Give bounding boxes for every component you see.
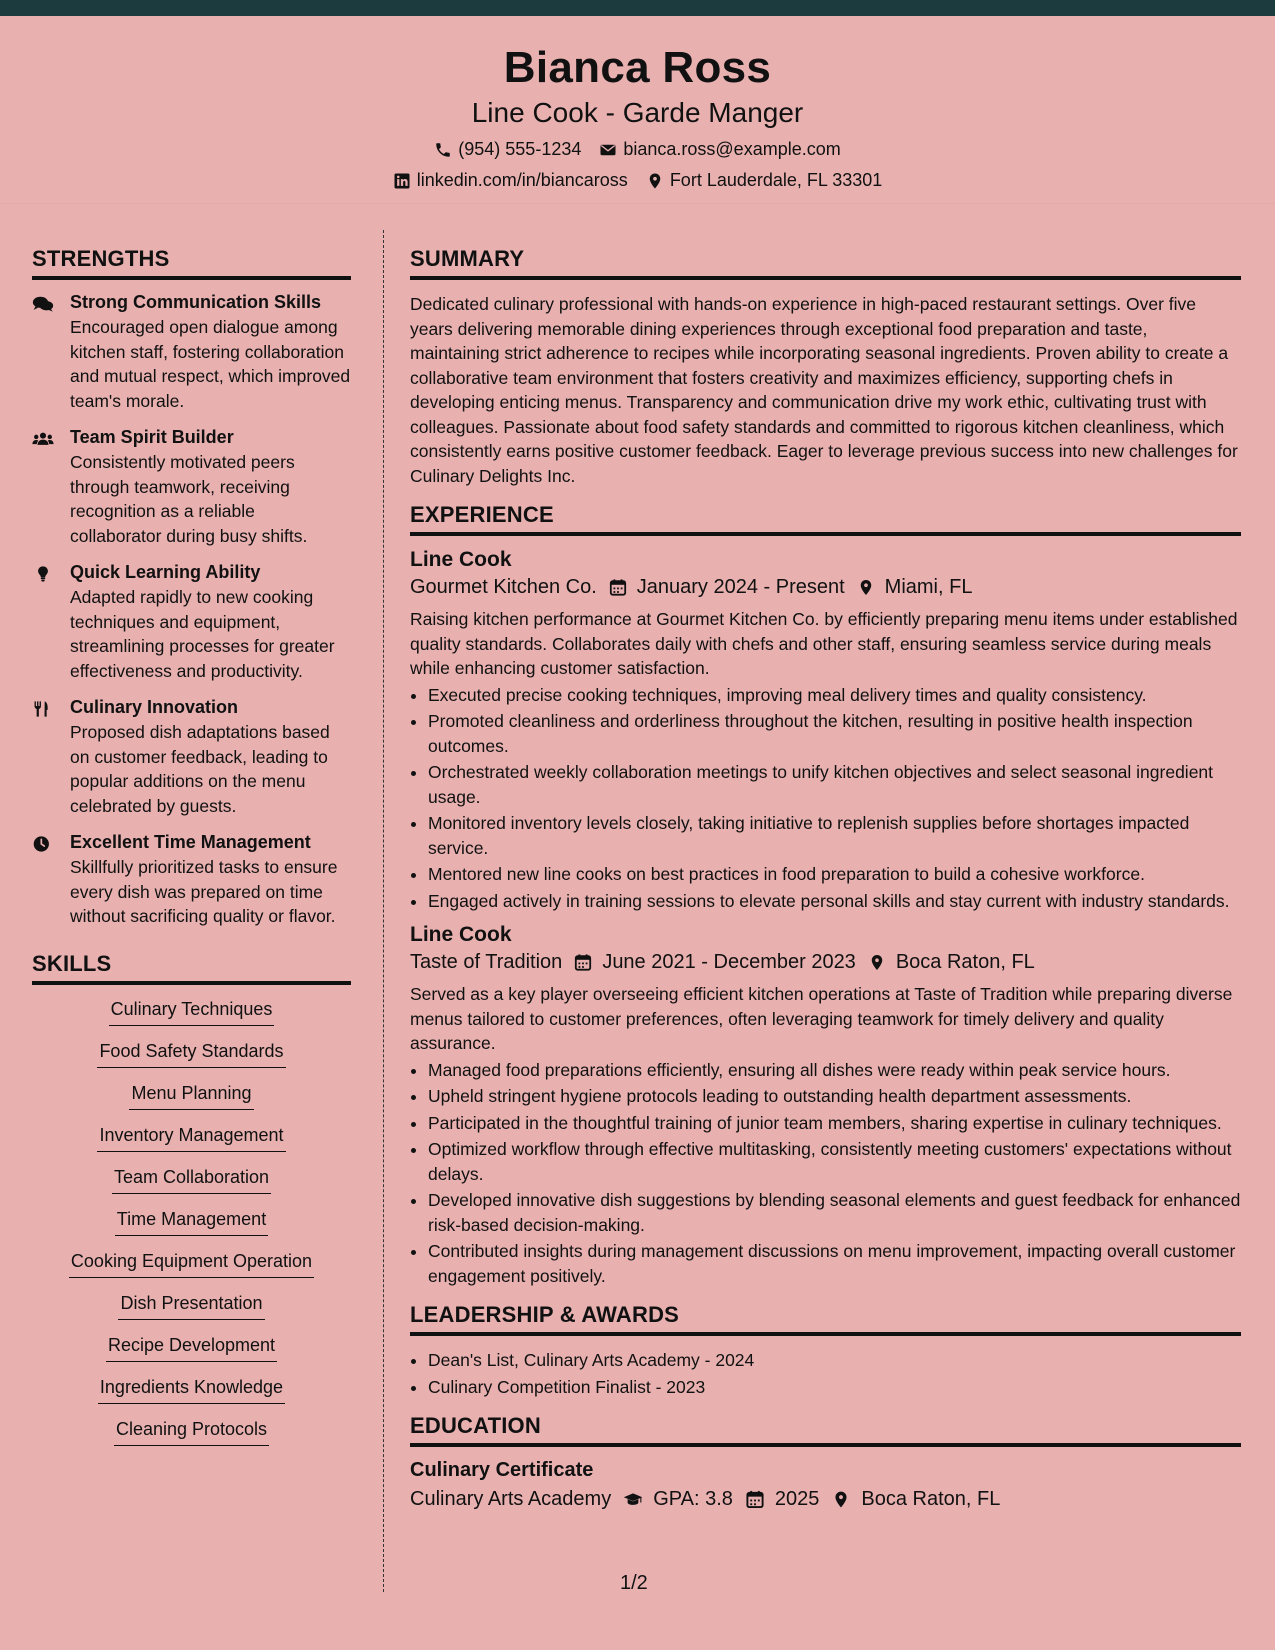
- experience-section: [410, 502, 1241, 1288]
- strength-title: Excellent Time Management: [70, 832, 311, 852]
- job-dates-text: June 2021 - December 2023: [602, 951, 856, 973]
- phone-text: (954) 555-1234: [458, 139, 582, 160]
- page-number: 1/2: [620, 1572, 648, 1594]
- strength-item: [32, 832, 351, 929]
- awards-title: LEADERSHIP & AWARDS: [410, 1302, 1241, 1336]
- skill-label: Ingredients Knowledge: [98, 1375, 285, 1404]
- users-icon: [32, 430, 54, 448]
- skill-label: Recipe Development: [106, 1333, 277, 1362]
- job-entry: [410, 548, 1241, 913]
- skill-item: [32, 1165, 351, 1194]
- job-description: Served as a key player overseeing efficient kitchen operations at Taste of Tradition while preparing diverse menus tailored to customer preferences, often leveraging teamwork for timely delivery and quality assurance.: [410, 984, 1233, 1053]
- calendar-icon: [745, 1490, 765, 1509]
- map-marker-icon: [868, 953, 886, 972]
- experience-title: EXPERIENCE: [410, 502, 1241, 536]
- strength-text: Consistently motivated peers through teamwork, receiving recognition as a reliable collaborator during busy shifts.: [70, 452, 308, 546]
- education-meta: [410, 1488, 1241, 1511]
- gpa: [623, 1488, 733, 1511]
- skill-item: [32, 1081, 351, 1110]
- education-year-text: 2025: [774, 1488, 820, 1510]
- job-company: Taste of Tradition: [410, 951, 563, 973]
- job-location-text: Miami, FL: [884, 576, 973, 598]
- job-bullet: • Contributed insights during management discussions on menu improvement, impacting overall customer engagement positively.: [428, 1239, 1241, 1288]
- strength-text: Skillfully prioritized tasks to ensure every dish was prepared on time without sacrificing quality or flavor.: [70, 857, 338, 926]
- job-bullet: • Managed food preparations efficiently, ensuring all dishes were ready within peak service hours.: [428, 1058, 1241, 1083]
- skill-label: Food Safety Standards: [97, 1039, 285, 1068]
- graduation-cap-icon: [623, 1490, 643, 1509]
- skill-item: [32, 1291, 351, 1320]
- education-title: EDUCATION: [410, 1413, 1241, 1447]
- summary-section: [410, 246, 1241, 488]
- skill-item: [32, 1375, 351, 1404]
- skill-item: [32, 1249, 351, 1278]
- strengths-section: [32, 246, 351, 929]
- job-bullet: • Upheld stringent hygiene protocols leading to outstanding health department assessments.: [428, 1084, 1241, 1109]
- map-marker-icon: [646, 172, 664, 190]
- skills-section: [32, 951, 351, 1446]
- resume-header: [0, 16, 1275, 204]
- strength-text: Adapted rapidly to new cooking techniques and equipment, streamlining processes for greater effectiveness and productivity.: [70, 587, 335, 681]
- job-dates-text: January 2024 - Present: [636, 576, 845, 598]
- skill-item: [32, 997, 351, 1026]
- candidate-name: Bianca Ross: [503, 43, 772, 92]
- skill-item: [32, 1417, 351, 1446]
- summary-title: SUMMARY: [410, 246, 1241, 280]
- education-year: [745, 1488, 820, 1511]
- job-bullet: • Orchestrated weekly collaboration meetings to unify kitchen objectives and select seasonal ingredient usage.: [428, 760, 1241, 809]
- lightbulb-icon: [32, 565, 54, 583]
- job-bullet: • Monitored inventory levels closely, taking initiative to replenish supplies before shortages impacted service.: [428, 811, 1241, 860]
- skill-item: [32, 1123, 351, 1152]
- degree-title: Culinary Certificate: [410, 1459, 594, 1481]
- location-contact: [646, 170, 882, 191]
- gpa-text: GPA: 3.8: [653, 1488, 733, 1510]
- skill-label: Dish Presentation: [118, 1291, 264, 1320]
- strength-item: [32, 562, 351, 683]
- job-location-text: Boca Raton, FL: [895, 951, 1035, 973]
- job-bullet: • Promoted cleanliness and orderliness throughout the kitchen, resulting in positive health inspection outcomes.: [428, 709, 1241, 758]
- strength-title: Culinary Innovation: [70, 697, 239, 717]
- award-item: • Culinary Competition Finalist - 2023: [428, 1375, 1241, 1400]
- skill-label: Culinary Techniques: [109, 997, 275, 1026]
- location-text: Fort Lauderdale, FL 33301: [669, 170, 883, 191]
- resume-body: [0, 230, 1275, 1592]
- awards-list: [428, 1348, 1241, 1399]
- job-entry: [410, 923, 1241, 1288]
- phone-icon: [434, 141, 452, 159]
- job-bullet: • Participated in the thoughtful training of junior team members, sharing expertise in culinary techniques.: [428, 1111, 1241, 1136]
- candidate-title: Line Cook - Garde Manger: [471, 97, 804, 129]
- strength-text: Encouraged open dialogue among kitchen staff, fostering collaboration and mutual respect, which improved team's morale.: [70, 317, 351, 411]
- top-accent-bar: [0, 0, 1275, 16]
- education-location: [831, 1488, 1000, 1511]
- strength-title: Strong Communication Skills: [70, 292, 322, 312]
- skill-label: Inventory Management: [97, 1123, 285, 1152]
- job-title: Line Cook: [410, 923, 512, 946]
- left-column: [0, 230, 384, 1592]
- skill-item: [32, 1039, 351, 1068]
- job-description: Raising kitchen performance at Gourmet Kitchen Co. by efficiently preparing menu items under established quality standards. Collaborates daily with chefs and other staff, ensuring seamless service during meals while enhancing customer satisfaction.: [410, 609, 1238, 678]
- map-marker-icon: [831, 1490, 851, 1509]
- job-bullet: • Developed innovative dish suggestions by blending seasonal elements and guest feedback for enhanced risk-based decision-making.: [428, 1188, 1241, 1237]
- skill-label: Team Collaboration: [112, 1165, 271, 1194]
- phone-contact: [434, 139, 581, 160]
- calendar-icon: [609, 578, 627, 597]
- job-bullets: [428, 683, 1241, 914]
- job-bullet: • Executed precise cooking techniques, improving meal delivery times and quality consistency.: [428, 683, 1241, 708]
- contact-line-1: [0, 139, 1275, 160]
- skill-label: Time Management: [115, 1207, 268, 1236]
- skill-label: Menu Planning: [129, 1081, 253, 1110]
- skill-list: [32, 997, 351, 1446]
- education-location-text: Boca Raton, FL: [861, 1488, 1001, 1510]
- strength-title: Quick Learning Ability: [70, 562, 261, 582]
- job-meta: [410, 576, 1241, 599]
- strength-item: [32, 427, 351, 548]
- job-location: [868, 951, 1035, 974]
- job-bullet: • Mentored new line cooks on best practices in food preparation to build a cohesive workforce.: [428, 862, 1241, 887]
- job-title: Line Cook: [410, 548, 512, 571]
- job-dates: [574, 951, 856, 974]
- skill-item: [32, 1333, 351, 1362]
- contact-line-2: [0, 170, 1275, 191]
- job-bullets: [428, 1058, 1241, 1289]
- map-marker-icon: [857, 578, 875, 597]
- strength-item: [32, 292, 351, 413]
- skill-label: Cooking Equipment Operation: [69, 1249, 314, 1278]
- calendar-icon: [574, 953, 592, 972]
- job-bullet: • Engaged actively in training sessions to elevate personal skills and stay current with industry standards.: [428, 889, 1241, 914]
- right-column: [384, 230, 1275, 1592]
- utensils-icon: [32, 700, 54, 718]
- envelope-icon: [599, 141, 617, 159]
- linkedin-icon: [393, 172, 411, 190]
- awards-section: [410, 1302, 1241, 1399]
- award-item: • Dean's List, Culinary Arts Academy - 2024: [428, 1348, 1241, 1373]
- linkedin-text[interactable]: linkedin.com/in/biancaross: [416, 170, 628, 191]
- clock-icon: [32, 835, 54, 853]
- comments-icon: [32, 295, 54, 313]
- job-location: [857, 576, 973, 599]
- strength-text: Proposed dish adaptations based on customer feedback, leading to popular additions on the menu celebrated by guests.: [70, 722, 330, 816]
- skill-label: Cleaning Protocols: [114, 1417, 269, 1446]
- email-contact[interactable]: [599, 139, 840, 160]
- email-text[interactable]: bianca.ross@example.com: [623, 139, 841, 160]
- linkedin-contact[interactable]: [393, 170, 628, 191]
- job-bullet: • Optimized workflow through effective multitasking, consistently meeting customers' expectations without delays.: [428, 1137, 1241, 1186]
- job-company: Gourmet Kitchen Co.: [410, 576, 597, 598]
- strength-title: Team Spirit Builder: [70, 427, 234, 447]
- school-name: Culinary Arts Academy: [410, 1488, 612, 1510]
- skill-item: [32, 1207, 351, 1236]
- skills-title: SKILLS: [32, 951, 351, 985]
- job-dates: [609, 576, 845, 599]
- strength-item: [32, 697, 351, 818]
- summary-text: Dedicated culinary professional with hands-on experience in high-paced restaurant settings. Over five years delivering memorable dining experiences through exceptional food preparation and taste, maintaining strict adherence to recipes while incorporating seasonal ingredients. Proven ability to create a collaborative team environment that fosters creativity and maximizes efficiency, supporting chefs in developing enticing menus. Transparency and communication drive my work ethic, cultivating trust with colleagues. Passionate about food safety standards and committed to rigorous kitchen cleanliness, which consistently earns positive customer feedback. Eager to leverage previous success into new challenges for Culinary Delights Inc.: [410, 294, 1238, 486]
- strengths-title: STRENGTHS: [32, 246, 351, 280]
- education-section: [410, 1413, 1241, 1511]
- job-meta: [410, 951, 1241, 974]
